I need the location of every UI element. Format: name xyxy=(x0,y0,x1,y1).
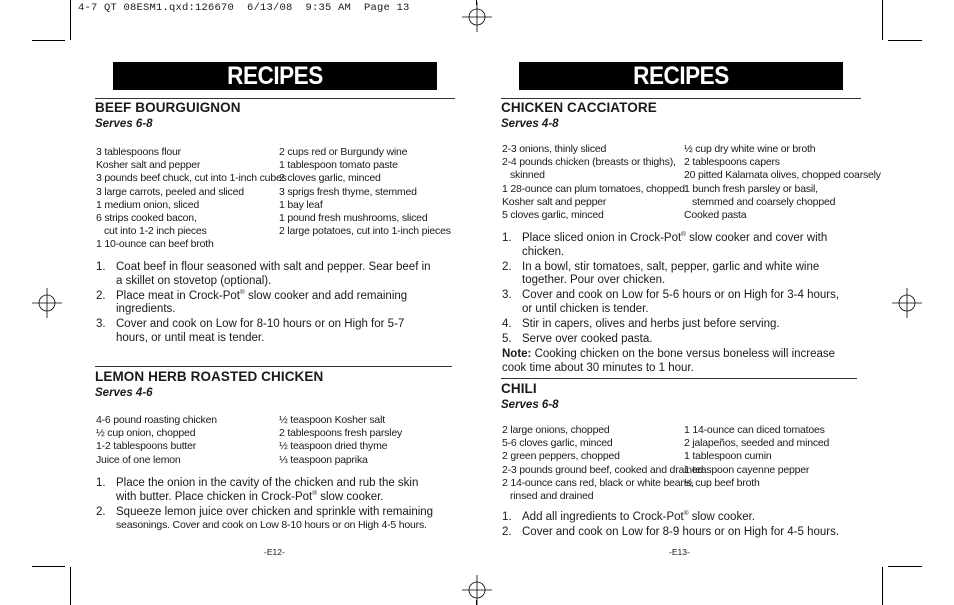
ingredient: rinsed and drained xyxy=(510,490,594,503)
step-number: 2. xyxy=(96,289,106,302)
crop-mark xyxy=(888,566,922,567)
step-text: In a bowl, stir tomatoes, salt, pepper, garlic and white wine together. Pour over chicken. xyxy=(522,260,820,287)
recipe-steps xyxy=(502,232,852,375)
ingredients-column-1 xyxy=(96,414,217,467)
ingredient: 2 cups red or Burgundy wine xyxy=(279,146,408,158)
ingredient: skinned xyxy=(510,169,545,182)
ingredient: ½ teaspoon Kosher salt xyxy=(279,414,385,426)
step xyxy=(502,289,852,316)
ingredient: 2 large onions, chopped xyxy=(502,424,610,436)
recipe-serves: Serves 4-8 xyxy=(501,118,559,130)
ingredient: 2-3 onions, thinly sliced xyxy=(502,143,607,155)
ingredient: 2-4 pounds chicken (breasts or thighs), xyxy=(502,156,676,169)
registration-mark-icon xyxy=(462,575,492,605)
registration-mark-icon xyxy=(892,288,922,318)
step-number: 2. xyxy=(502,260,512,273)
page-banner: RECIPES xyxy=(519,62,843,90)
page-number: -E12- xyxy=(264,547,285,557)
note-label: Note: xyxy=(502,348,532,361)
ingredient: 2 tablespoons capers xyxy=(684,156,780,169)
step xyxy=(96,318,438,345)
step-text: Stir in capers, olives and herbs just before serving. xyxy=(522,318,780,331)
crop-mark xyxy=(888,40,922,41)
registration-mark-icon xyxy=(462,2,492,32)
crop-mark xyxy=(32,566,65,567)
recipe-steps xyxy=(96,261,438,347)
ingredient: ½ cup dry white wine or broth xyxy=(684,143,816,155)
ingredient: ½ teaspoon dried thyme xyxy=(279,440,388,453)
crop-mark xyxy=(70,567,71,605)
divider xyxy=(95,98,455,99)
ingredient: Kosher salt and pepper xyxy=(502,195,607,208)
ingredient: 1 medium onion, sliced xyxy=(96,198,199,211)
ingredient: stemmed and coarsely chopped xyxy=(692,195,836,208)
recipe-serves: Serves 4-6 xyxy=(95,387,153,399)
page-number: -E13- xyxy=(669,547,690,557)
ingredients-column-2 xyxy=(279,414,402,467)
ingredient: 1 14-ounce can diced tomatoes xyxy=(684,424,825,436)
step-number: 1. xyxy=(502,232,512,244)
step-text: Squeeze lemon juice over chicken and sprinkle with remaining xyxy=(116,505,434,518)
step-text: slow cooker and cover with chicken. xyxy=(522,232,828,258)
ingredient: ½ cup beef broth xyxy=(684,476,760,489)
ingredient: 3 pounds beef chuck, cut into 1-inch cubes xyxy=(96,172,287,185)
step-number: 3. xyxy=(502,289,512,302)
note-text: Cooking chicken on the bone versus boneless will increase cook time about 30 minutes to 1 hour. xyxy=(502,348,836,374)
ingredient: ⅓ teaspoon paprika xyxy=(279,453,368,466)
step xyxy=(96,506,438,533)
ingredient: 1 bay leaf xyxy=(279,198,323,211)
step xyxy=(502,261,852,288)
ingredient: 4-6 pound roasting chicken xyxy=(96,414,217,426)
step-text: seasonings. Cover and cook on Low 8-10 hours or on High 4-5 hours. xyxy=(116,519,427,532)
ingredient: 3 large carrots, peeled and sliced xyxy=(96,185,244,198)
ingredient: 2 green peppers, chopped xyxy=(502,450,620,463)
ingredients-column-2 xyxy=(684,143,881,222)
step-text: slow cooker. xyxy=(688,511,755,523)
ingredient: 1 10-ounce can beef broth xyxy=(96,238,214,251)
step-number: 2. xyxy=(502,526,512,539)
divider xyxy=(501,98,861,99)
step-text: Serve over cooked pasta. xyxy=(522,333,653,346)
ingredient: 1 28-ounce can plum tomatoes, chopped xyxy=(502,182,685,195)
step-text: slow cooker and add remaining ingredients. xyxy=(116,289,408,316)
divider xyxy=(501,378,857,379)
recipe-chicken-cacciatore xyxy=(501,100,881,374)
ingredient: 1 pound fresh mushrooms, sliced xyxy=(279,212,428,225)
recipe-title: CHILI xyxy=(501,381,537,396)
ingredient: 1 tablespoon cumin xyxy=(684,450,772,463)
ingredient: 2 tablespoons fresh parsley xyxy=(279,427,403,440)
step xyxy=(96,261,438,288)
step-text: Place sliced onion in Crock-Pot xyxy=(522,232,682,244)
ingredient: 2 jalapeños, seeded and minced xyxy=(684,437,830,450)
ingredient: 6 strips cooked bacon, xyxy=(96,212,197,225)
registered-mark: ® xyxy=(240,288,245,296)
step-number: 2. xyxy=(96,505,106,518)
step xyxy=(502,318,852,332)
step-text: Cover and cook on Low for 8-10 hours or on High for 5-7 hours, or until meat is tender. xyxy=(116,318,405,344)
step-number: 4. xyxy=(502,318,512,331)
step xyxy=(502,333,852,347)
ingredient: 5-6 cloves garlic, minced xyxy=(502,437,613,450)
step-number: 3. xyxy=(96,318,106,331)
ingredient: 1 teaspoon cayenne pepper xyxy=(684,463,810,476)
ingredient: 1 tablespoon tomato paste xyxy=(279,159,398,172)
recipe-lemon-herb-roasted-chicken xyxy=(95,369,455,532)
page-banner: RECIPES xyxy=(113,62,437,90)
ingredient: Juice of one lemon xyxy=(96,453,181,466)
ingredient: 3 tablespoons flour xyxy=(96,146,181,158)
ingredient: 2 large potatoes, cut into 1-inch pieces xyxy=(279,225,451,238)
step-text: Place the onion in the cavity of the chicken and rub the skin with butter. Place chicken in Crock-Pot xyxy=(116,477,419,503)
ingredient: Kosher salt and pepper xyxy=(96,159,201,172)
registered-mark: ® xyxy=(312,489,318,497)
ingredient: 1-2 tablespoons butter xyxy=(96,440,197,453)
recipe-serves: Serves 6-8 xyxy=(95,118,153,130)
step-number: 1. xyxy=(502,511,512,523)
crop-mark xyxy=(882,0,883,40)
ingredient: ½ cup onion, chopped xyxy=(96,427,196,440)
ingredient: Cooked pasta xyxy=(684,209,747,222)
step-text: Coat beef in flour seasoned with salt and pepper. Sear beef in a skillet on stovetop (optional). xyxy=(116,261,431,287)
registered-mark: ® xyxy=(681,231,686,239)
step-number: 5. xyxy=(502,333,512,346)
ingredients-column-1 xyxy=(502,143,685,222)
step xyxy=(502,232,852,259)
recipe-note xyxy=(502,348,852,375)
ingredient: 20 pitted Kalamata olives, chopped coarsely xyxy=(684,169,881,182)
divider xyxy=(95,366,452,367)
step-number: 1. xyxy=(96,261,106,273)
registration-mark-icon xyxy=(32,288,62,318)
recipe-steps xyxy=(96,477,438,534)
ingredient: 2 14-ounce cans red, black or white beans, xyxy=(502,476,694,489)
recipe-beef-bourguignon xyxy=(95,100,455,344)
ingredients-column-1 xyxy=(502,424,703,503)
step-text: Place meat in Crock-Pot xyxy=(116,289,240,302)
ingredient: 3 sprigs fresh thyme, stemmed xyxy=(279,185,417,198)
file-slug: 4-7 QT 08ESM1.qxd:126670 6/13/08 9:35 AM Page 13 xyxy=(78,2,410,14)
step xyxy=(502,511,852,525)
step xyxy=(96,477,438,504)
left-page xyxy=(95,62,455,557)
right-page xyxy=(501,62,881,557)
ingredient: 5 cloves garlic, minced xyxy=(502,209,604,222)
crop-mark xyxy=(32,40,65,41)
ingredient: 2 cloves garlic, minced xyxy=(279,172,381,185)
ingredients-column-2 xyxy=(684,424,829,490)
ingredients-column-1 xyxy=(96,146,287,252)
step-number: 1. xyxy=(96,477,106,489)
recipe-title: LEMON HERB ROASTED CHICKEN xyxy=(95,369,324,384)
step xyxy=(502,526,852,540)
ingredient: cut into 1-2 inch pieces xyxy=(104,225,207,238)
registered-mark: ® xyxy=(683,510,689,518)
recipe-title: CHICKEN CACCIATORE xyxy=(501,100,657,115)
step xyxy=(96,290,438,317)
step-text: Cover and cook on Low for 5-6 hours or on High for 3-4 hours, or until chicken is tender. xyxy=(522,289,840,315)
crop-mark xyxy=(882,567,883,605)
recipe-chili xyxy=(501,381,861,539)
ingredients-column-2 xyxy=(279,146,451,238)
recipe-title: BEEF BOURGUIGNON xyxy=(95,100,241,115)
recipe-steps xyxy=(502,511,852,541)
ingredient: 1 bunch fresh parsley or basil, xyxy=(684,182,818,195)
step-text: slow cooker. xyxy=(317,490,384,503)
crop-mark xyxy=(70,0,71,40)
step-text: Add all ingredients to Crock-Pot xyxy=(522,511,684,523)
step-text: Cover and cook on Low for 8-9 hours or on High for 4-5 hours. xyxy=(522,526,840,539)
ingredient: 2-3 pounds ground beef, cooked and drained xyxy=(502,463,704,476)
recipe-serves: Serves 6-8 xyxy=(501,399,559,411)
